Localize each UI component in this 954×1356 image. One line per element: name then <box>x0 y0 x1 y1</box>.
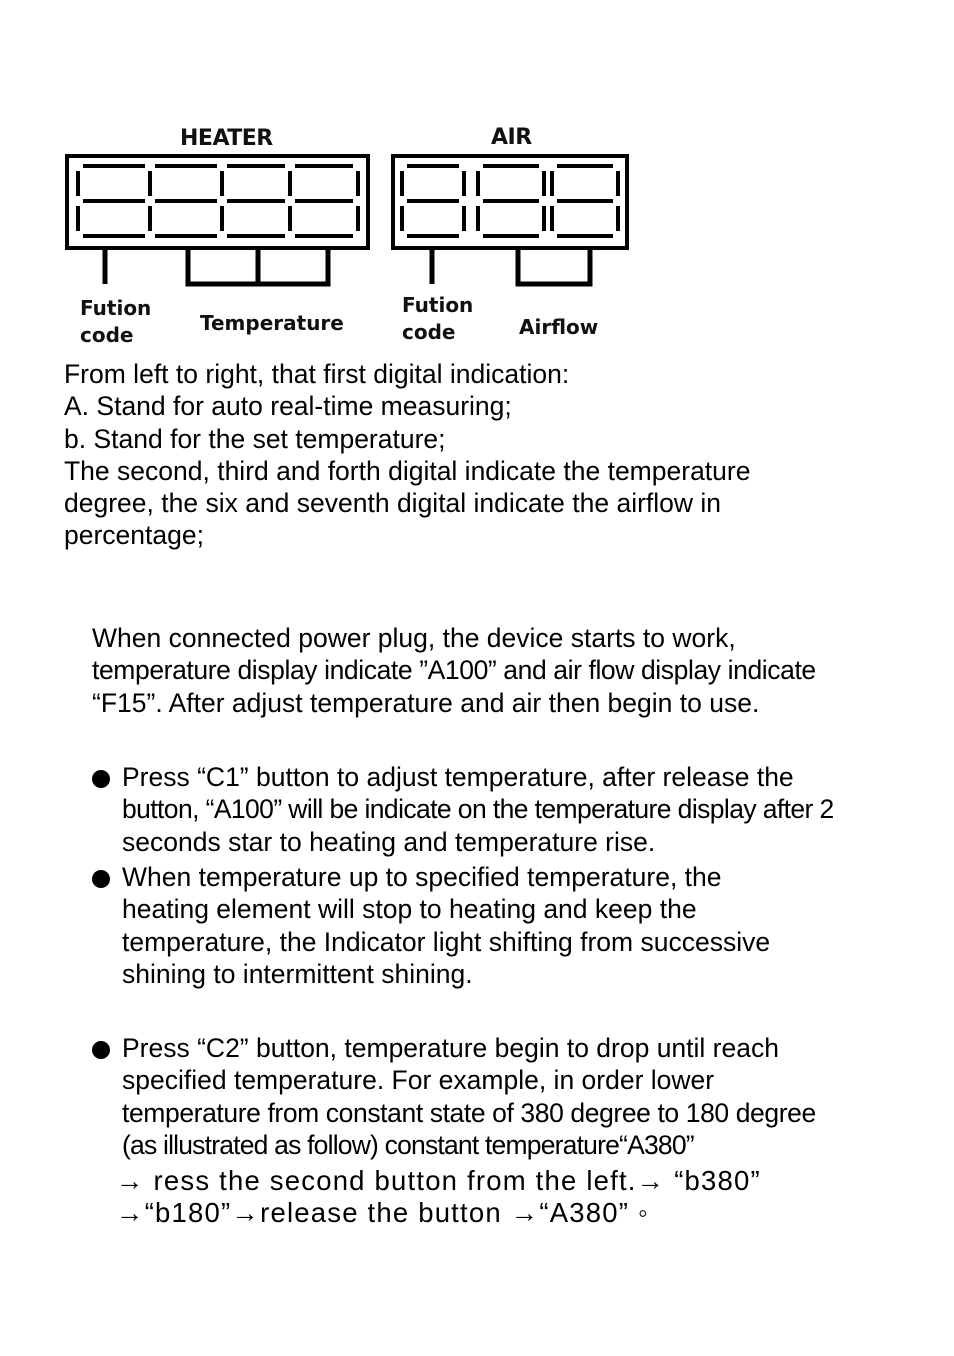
callout-connectors <box>105 250 590 284</box>
temperature-label: Temperature <box>200 311 344 335</box>
seven-segment-digit <box>78 166 150 236</box>
startup-line: When connected power plug, the device starts to work, <box>92 623 736 653</box>
bullet-c1 <box>92 761 834 858</box>
startup-paragraph <box>92 622 816 719</box>
seven-segment-digits <box>78 166 618 236</box>
intro-line: b. Stand for the set temperature; <box>64 423 446 454</box>
bullet-item: When temperature up to specified temperature, the heating element will stop to heating and keep the temperature, the Indicator light shifting from successive shining to intermittent shining. <box>92 861 770 990</box>
startup-line: temperature display indicate ”A100” and air flow display indicate <box>92 655 816 686</box>
bullet-dot-icon <box>92 770 110 788</box>
bullet-temperature-hold <box>92 861 770 990</box>
heater-code-label: Fution code <box>80 296 152 347</box>
air-code-label: Fution code <box>402 293 474 344</box>
intro-paragraph <box>64 358 750 552</box>
intro-line: percentage; <box>64 520 204 551</box>
bullet-item: Press “C1” button to adjust temperature, after release the button, “A100” will be indicate on the temperature display after 2 seconds star to heating and temperature rise. <box>92 761 834 858</box>
startup-line: “F15”. After adjust temperature and air then begin to use. <box>92 687 760 718</box>
bullet-c2 <box>92 1032 816 1161</box>
seven-segment-digit <box>402 166 464 236</box>
bullet-dot-icon <box>92 870 110 888</box>
heater-title: HEATER <box>180 126 273 151</box>
seven-segment-digit <box>150 166 222 236</box>
seven-segment-digit <box>290 166 358 236</box>
air-title: AIR <box>491 125 532 150</box>
intro-line: degree, the six and seventh digital indicate the airflow in <box>64 488 722 519</box>
intro-line: The second, third and forth digital indicate the temperature <box>64 455 751 486</box>
intro-line: From left to right, that first digital indication: <box>64 359 570 389</box>
seven-segment-digit <box>222 166 290 236</box>
sequence-line-1: → ress the second button from the left.→ “b380” <box>116 1165 761 1196</box>
seven-segment-digit <box>552 166 618 236</box>
bullet-dot-icon <box>92 1041 110 1059</box>
airflow-label: Airflow <box>519 315 599 339</box>
bullet-item: Press “C2” button, temperature begin to drop until reach specified temperature. For example, in order lower temperature from constant state of 380 degree to 180 degree (as illustrated as follow) constant temperature“A380” <box>92 1032 816 1161</box>
intro-line: A. Stand for auto real-time measuring; <box>64 391 512 422</box>
sequence-line-2: →“b180”→release the button →“A380” ◦ <box>116 1197 649 1228</box>
seven-segment-digit <box>478 166 544 236</box>
